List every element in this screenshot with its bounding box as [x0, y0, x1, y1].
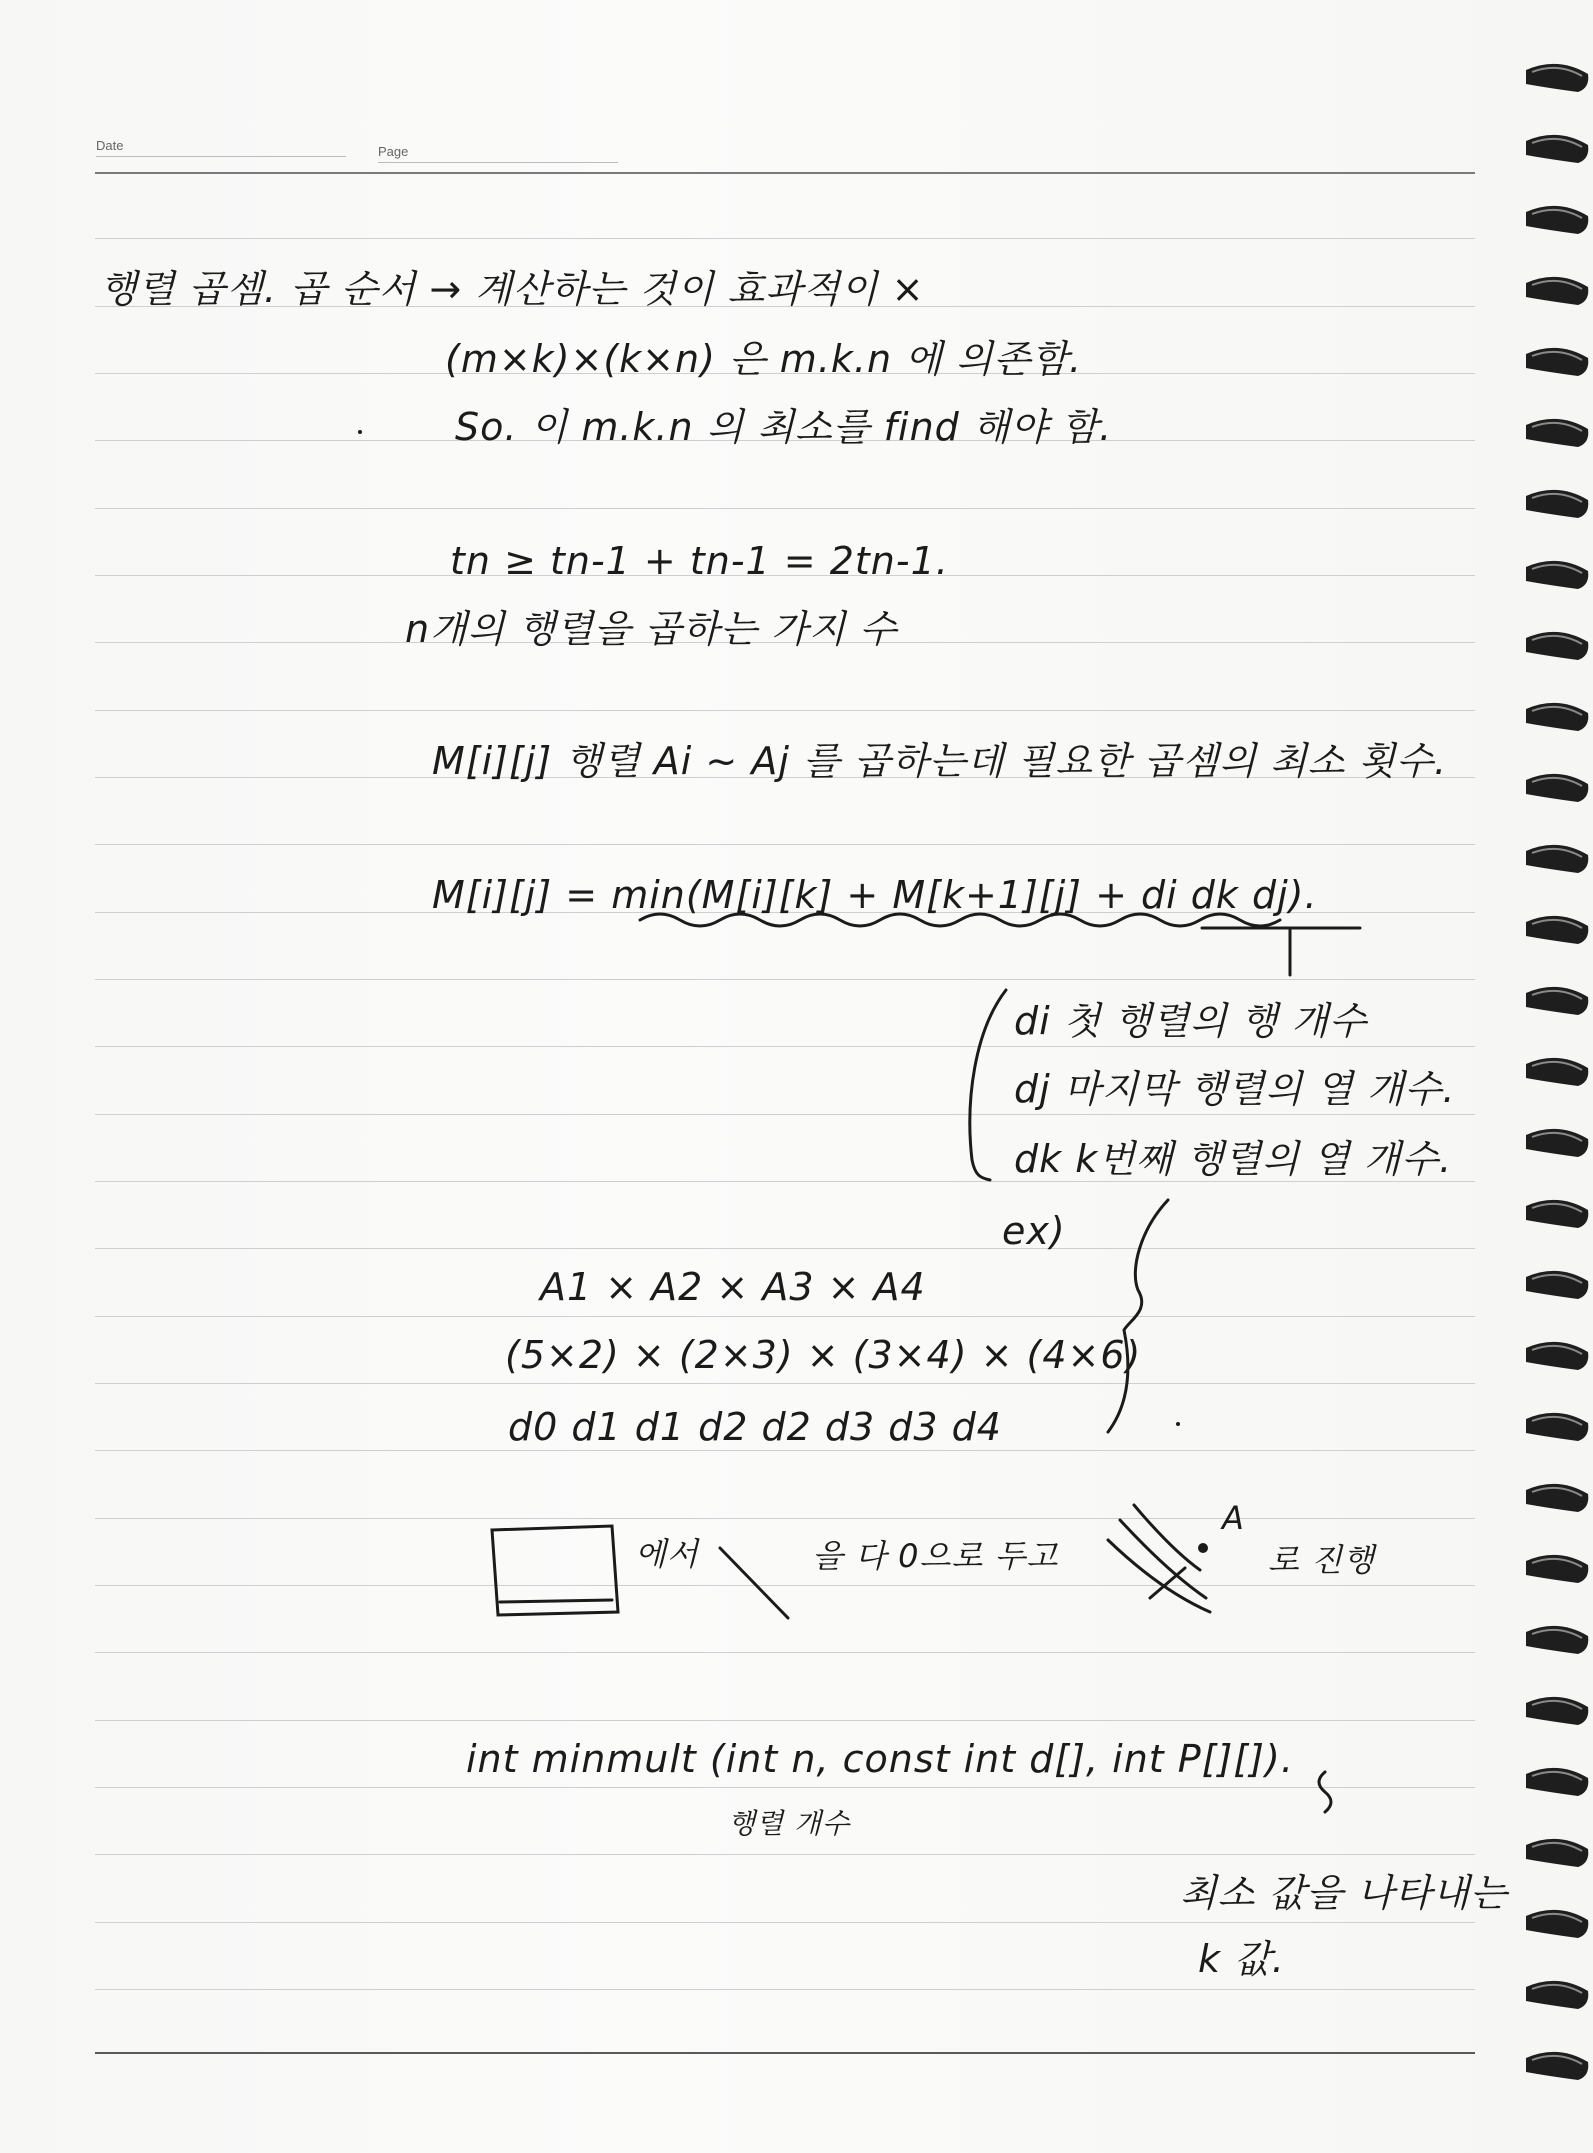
- ruled-line: [95, 979, 1475, 980]
- stray-dot: [1176, 1422, 1180, 1426]
- page-line: [378, 162, 618, 163]
- bottom-rule: [95, 2052, 1475, 2054]
- diagonal-arc-3: [1134, 1505, 1200, 1570]
- diagonal-line: [720, 1548, 788, 1618]
- ruled-line: [95, 1989, 1475, 1990]
- diagonal-arc-1: [1108, 1540, 1210, 1612]
- page-label: Page: [378, 144, 409, 159]
- direction-arrow: [1150, 1568, 1185, 1598]
- ruled-line: [95, 1114, 1475, 1115]
- note-line-1: 행렬 곱셈. 곱 순서 → 계산하는 것이 효과적이 ×: [100, 267, 925, 311]
- ruled-line: [95, 1181, 1475, 1182]
- table-rectangle-bottom: [500, 1600, 612, 1602]
- example-dimensions: (5×2) × (2×3) × (3×4) × (4×6): [505, 1333, 1142, 1377]
- example-matrices: A1 × A2 × A3 × A4: [540, 1265, 926, 1309]
- ruled-line: [95, 238, 1475, 239]
- code-signature: int minmult (int n, const int d[], int P[][]).: [466, 1737, 1294, 1781]
- recurrence-formula: tn ≥ tn-1 + tn-1 = 2tn-1.: [450, 539, 949, 583]
- code-note: 행렬 개수: [728, 1807, 851, 1840]
- ruled-line: [95, 1720, 1475, 1721]
- ruled-line: [95, 1383, 1475, 1384]
- arrow-dot: [1198, 1543, 1208, 1553]
- m-formula: M[i][j] = min(M[i][k] + M[k+1][j] + di dk dj).: [432, 873, 1318, 917]
- ruled-line: [95, 1248, 1475, 1249]
- ruled-line: [95, 508, 1475, 509]
- table-rectangle: [492, 1526, 618, 1615]
- example-d-values: d0 d1 d1 d2 d2 d3 d3 d4: [508, 1405, 1002, 1449]
- recurrence-note: n개의 행렬을 곱하는 가지 수: [405, 607, 898, 651]
- stray-dot: [358, 430, 362, 434]
- p-note-1: 최소 값을 나타내는: [1180, 1871, 1508, 1915]
- ruled-line: [95, 1316, 1475, 1317]
- direction-note: 로 진행: [1268, 1541, 1375, 1579]
- ruled-line: [95, 710, 1475, 711]
- ruled-line: [95, 1922, 1475, 1923]
- diagonal-arc-2: [1120, 1520, 1206, 1598]
- ruled-line: [95, 1652, 1475, 1653]
- ruled-line: [95, 1854, 1475, 1855]
- p-note-2: k 값.: [1198, 1937, 1285, 1981]
- ruled-line: [95, 1787, 1475, 1788]
- definition-bracket: [970, 990, 1006, 1180]
- ruled-line: [95, 1518, 1475, 1519]
- ruled-line: [95, 1046, 1475, 1047]
- spiral-binding: [1518, 50, 1593, 2110]
- code-brace: [1319, 1772, 1331, 1812]
- date-label: Date: [96, 138, 124, 153]
- date-line: [96, 156, 346, 157]
- dk-definition: dk k번째 행렬의 열 개수.: [1014, 1137, 1453, 1181]
- note-line-3: So. 이 m.k.n 의 최소를 find 해야 함.: [455, 405, 1113, 449]
- dj-definition: dj 마지막 행렬의 열 개수.: [1014, 1067, 1456, 1111]
- ruled-line: [95, 844, 1475, 845]
- di-definition: di 첫 행렬의 행 개수: [1014, 999, 1367, 1043]
- m-definition: M[i][j] 행렬 Ai ~ Aj 를 곱하는데 필요한 곱셈의 최소 횟수.: [432, 739, 1448, 783]
- ruled-line: [95, 1450, 1475, 1451]
- top-rule: [95, 172, 1475, 174]
- table-note-2: 을 다 0으로 두고: [812, 1537, 1059, 1575]
- arrow-label-a: A: [1222, 1499, 1245, 1537]
- note-line-2: (m×k)×(k×n) 은 m.k.n 에 의존함.: [445, 337, 1083, 381]
- ruled-line: [95, 1585, 1475, 1586]
- table-note-1: 에서: [635, 1535, 699, 1573]
- example-label: ex): [1002, 1209, 1066, 1253]
